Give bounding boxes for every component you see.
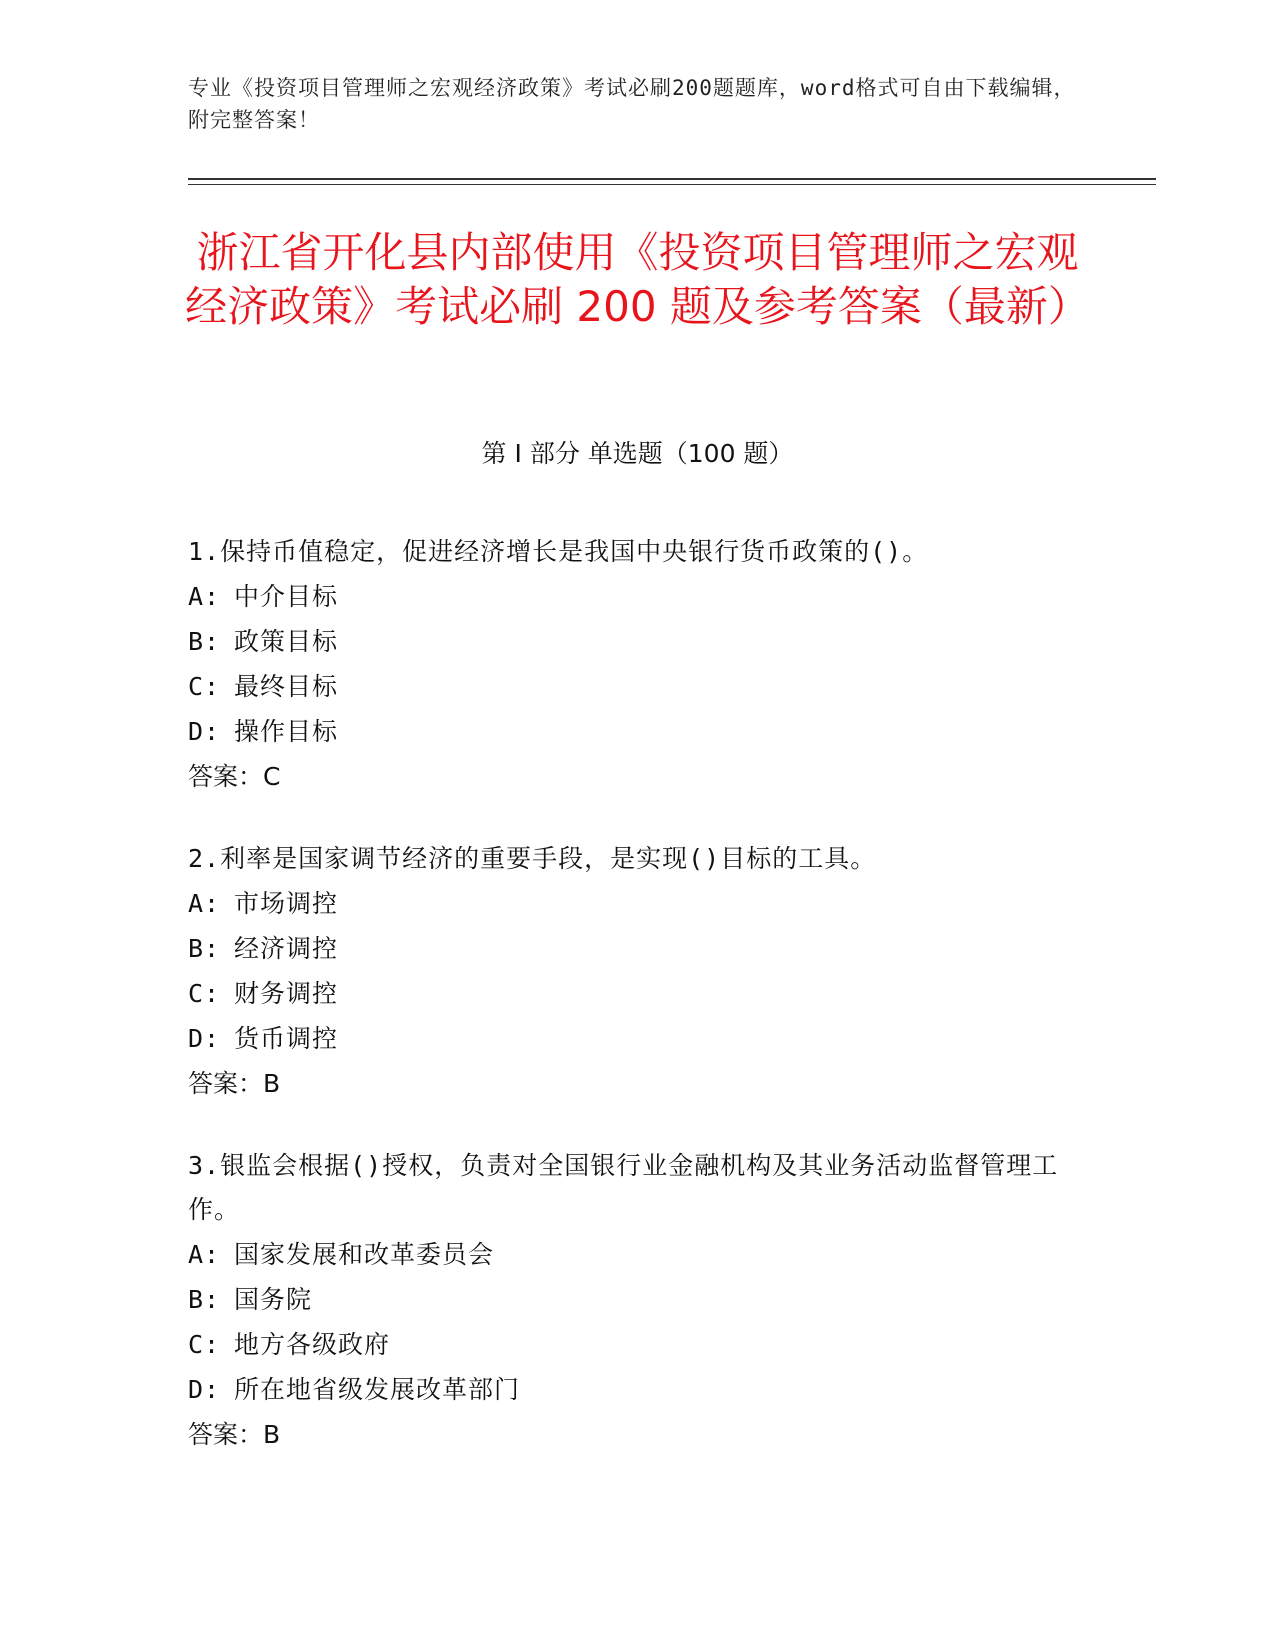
option-b — [188, 1277, 1088, 1322]
question-1 — [188, 530, 1088, 799]
option-b — [188, 926, 1088, 971]
question-stem: 1.保持币值稳定，促进经济增长是我国中央银行货币政策的()。 — [188, 537, 929, 566]
option-a — [188, 881, 1088, 926]
question-2 — [188, 837, 1088, 1106]
header-note: 专业《投资项目管理师之宏观经济政策》考试必刷200题题库，word格式可自由下载编辑，附完整答案！ — [188, 76, 1076, 132]
option-key: C: — [188, 1330, 221, 1359]
option-key: B: — [188, 934, 221, 963]
answer-value: C — [263, 762, 281, 791]
answer-label: 答案： — [188, 762, 264, 791]
option-key: C: — [188, 979, 221, 1008]
document-title: 浙江省开化县内部使用《投资项目管理师之宏观经济政策》考试必刷 200 题及参考答案（最新） — [185, 228, 1090, 331]
option-key: D: — [188, 717, 221, 746]
answer-value: B — [263, 1420, 281, 1449]
option-text: 操作目标 — [234, 717, 339, 746]
option-text: 货币调控 — [234, 1024, 339, 1053]
header-rule-thin — [188, 184, 1156, 185]
answer-line — [188, 1412, 1088, 1457]
answer-label: 答案： — [188, 1420, 264, 1449]
option-text: 最终目标 — [234, 672, 339, 701]
option-key: A: — [188, 582, 221, 611]
option-text: 政策目标 — [234, 627, 339, 656]
question-stem: 3.银监会根据()授权，负责对全国银行业金融机构及其业务活动监督管理工作。 — [188, 1151, 1059, 1224]
option-c — [188, 1322, 1088, 1367]
section-heading: 第 I 部分 单选题（100 题） — [481, 439, 794, 468]
option-a — [188, 1232, 1088, 1277]
option-key: A: — [188, 889, 221, 918]
option-a — [188, 574, 1088, 619]
answer-line — [188, 754, 1088, 799]
question-list — [188, 530, 1088, 1495]
option-text: 地方各级政府 — [234, 1330, 391, 1359]
option-d — [188, 709, 1088, 754]
option-text: 市场调控 — [234, 889, 339, 918]
option-key: A: — [188, 1240, 221, 1269]
option-key: D: — [188, 1024, 221, 1053]
option-c — [188, 971, 1088, 1016]
option-text: 国家发展和改革委员会 — [234, 1240, 495, 1269]
option-b — [188, 619, 1088, 664]
option-text: 财务调控 — [234, 979, 339, 1008]
option-key: D: — [188, 1375, 221, 1404]
option-text: 所在地省级发展改革部门 — [234, 1375, 521, 1404]
answer-line — [188, 1061, 1088, 1106]
option-key: B: — [188, 1285, 221, 1314]
option-key: C: — [188, 672, 221, 701]
answer-value: B — [263, 1069, 281, 1098]
option-text: 国务院 — [234, 1285, 313, 1314]
option-text: 中介目标 — [234, 582, 339, 611]
answer-label: 答案： — [188, 1069, 264, 1098]
question-3 — [188, 1144, 1088, 1457]
option-text: 经济调控 — [234, 934, 339, 963]
header-rule-thick — [188, 178, 1156, 180]
option-key: B: — [188, 627, 221, 656]
option-d — [188, 1016, 1088, 1061]
option-c — [188, 664, 1088, 709]
question-stem: 2.利率是国家调节经济的重要手段，是实现()目标的工具。 — [188, 844, 877, 873]
option-d — [188, 1367, 1088, 1412]
